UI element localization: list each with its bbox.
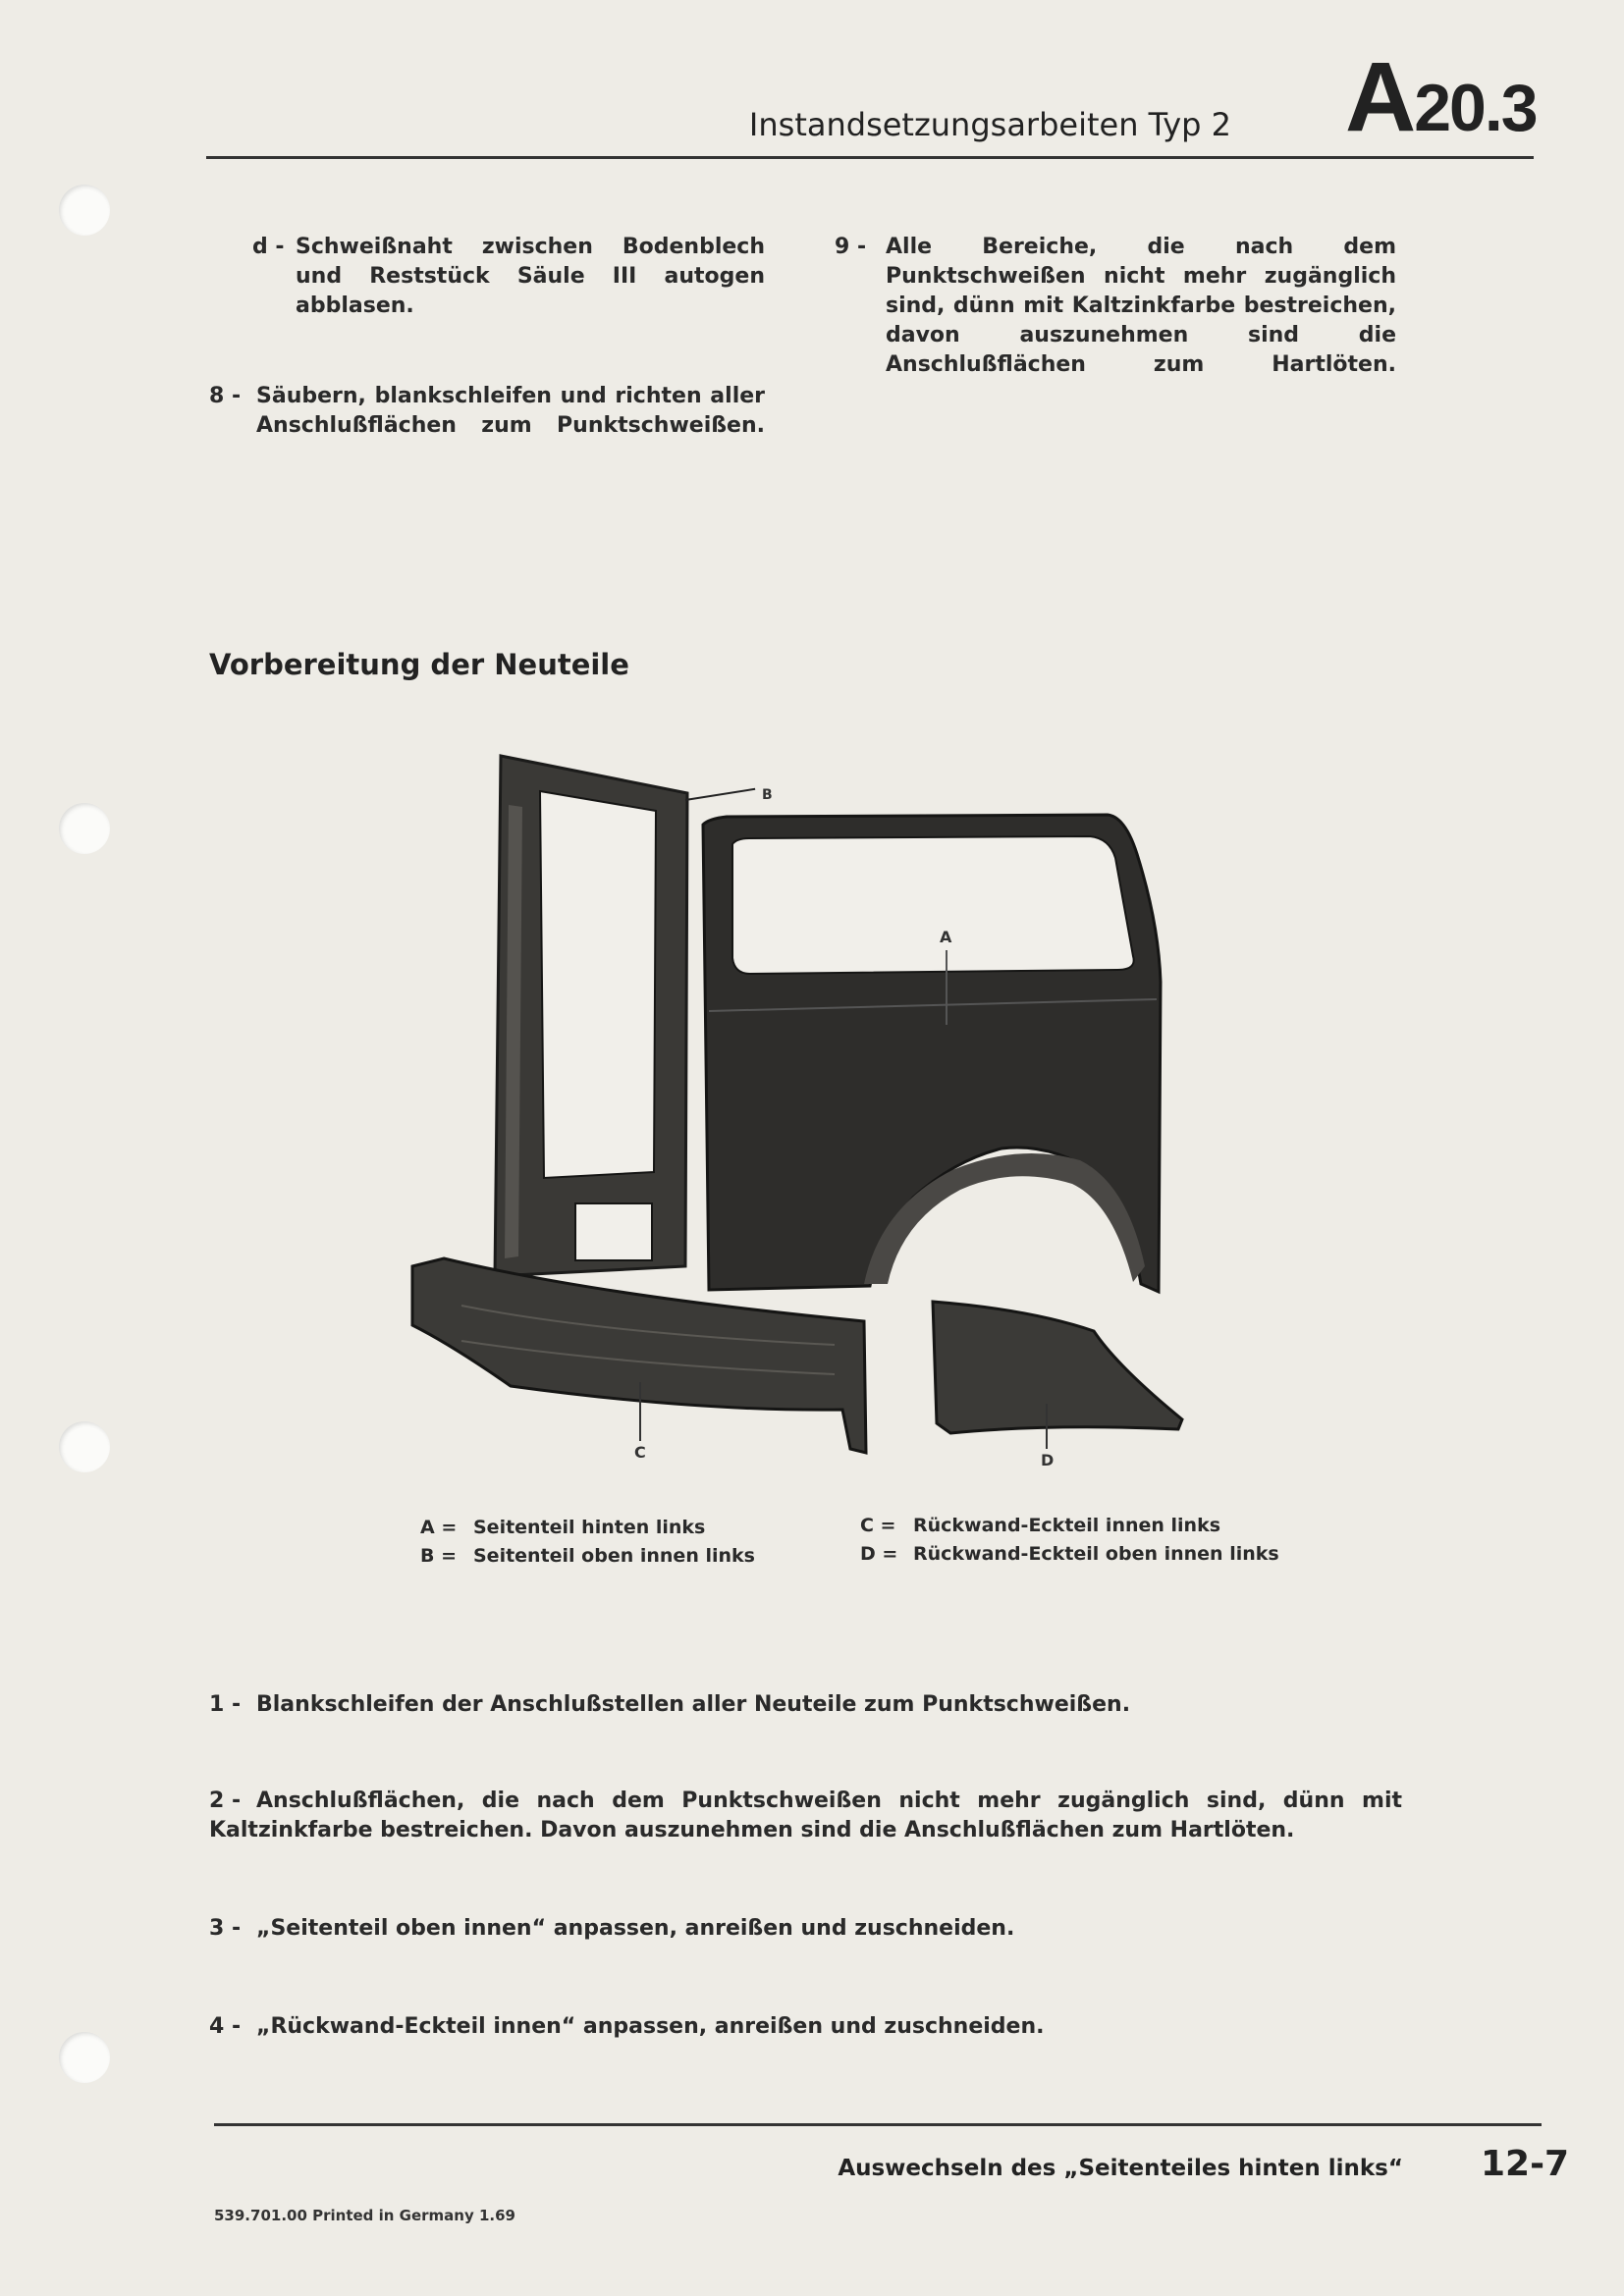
step-text: Schweißnaht zwischen Bodenblech und Reststück Säule III autogen abblasen. bbox=[296, 235, 765, 318]
section-code-letter: A bbox=[1345, 42, 1415, 152]
step-2 bbox=[209, 1787, 1402, 1845]
step-text: „Rückwand-Eckteil innen“ anpassen, anreißen und zuschneiden. bbox=[256, 2014, 1045, 2039]
legend-text: Rückwand-Eckteil oben innen links bbox=[913, 1543, 1279, 1565]
header-rule bbox=[206, 156, 1534, 159]
legend-item-a bbox=[420, 1514, 755, 1542]
part-b-panel bbox=[495, 756, 687, 1276]
legend-item-c bbox=[860, 1512, 1279, 1540]
legend-item-d bbox=[860, 1540, 1279, 1569]
step-text: Anschlußflächen, die nach dem Punktschweißen nicht mehr zugänglich sind, dünn mit Kaltzinkfarbe bestreichen. Davon auszunehmen sind die Anschlußflächen zum Hartlöten. bbox=[209, 1789, 1402, 1842]
step-text: Säubern, blankschleifen und richten aller Anschlußflächen zum Punktschweißen. bbox=[256, 384, 765, 438]
header-title: Instandsetzungsarbeiten Typ 2 bbox=[748, 106, 1231, 143]
punch-hole bbox=[59, 1421, 110, 1472]
legend-text: Seitenteil oben innen links bbox=[473, 1545, 755, 1567]
step-text: Blankschleifen der Anschlußstellen aller Neuteile zum Punktschweißen. bbox=[256, 1692, 1131, 1717]
step-text: „Seitenteil oben innen“ anpassen, anreißen und zuschneiden. bbox=[256, 1916, 1015, 1941]
section-code-number: 20.3 bbox=[1414, 71, 1537, 145]
legend-key: B = bbox=[420, 1545, 458, 1567]
step-number: 8 - bbox=[209, 384, 242, 408]
legend-key: A = bbox=[420, 1517, 458, 1538]
punch-hole bbox=[59, 803, 110, 854]
step-3 bbox=[209, 1914, 1407, 1944]
section-code bbox=[1345, 41, 1537, 154]
step-number: d - bbox=[252, 235, 285, 259]
step-number: 1 - bbox=[209, 1692, 242, 1717]
footer-rule bbox=[214, 2123, 1542, 2126]
step-number: 2 - bbox=[209, 1789, 242, 1813]
callout-c-label: C bbox=[634, 1443, 646, 1462]
punch-hole bbox=[59, 185, 110, 236]
legend-item-b bbox=[420, 1542, 755, 1571]
legend-text: Seitenteil hinten links bbox=[473, 1517, 706, 1538]
step-text: Alle Bereiche, die nach dem Punktschweißen nicht mehr zugänglich sind, dünn mit Kaltzinkfarbe bestreichen, davon auszunehmen sind die Anschlußflächen zum Hartlöten. bbox=[886, 235, 1396, 377]
legend-right bbox=[860, 1512, 1279, 1569]
callout-a-leader bbox=[946, 950, 947, 1025]
print-line: 539.701.00 Printed in Germany 1.69 bbox=[214, 2207, 515, 2224]
callout-d-label: D bbox=[1041, 1451, 1055, 1469]
parts-photo bbox=[403, 746, 1208, 1472]
step-d bbox=[209, 233, 765, 321]
step-4 bbox=[209, 2012, 1407, 2042]
part-a-panel bbox=[703, 815, 1161, 1292]
callout-c-leader bbox=[639, 1382, 641, 1441]
step-number: 3 - bbox=[209, 1916, 242, 1941]
legend-key: D = bbox=[860, 1543, 898, 1565]
legend-text: Rückwand-Eckteil innen links bbox=[913, 1515, 1221, 1536]
step-number: 4 - bbox=[209, 2014, 242, 2039]
page-number: 12-7 bbox=[1481, 2144, 1570, 2184]
part-d-panel bbox=[933, 1302, 1182, 1433]
punch-hole bbox=[59, 2032, 110, 2083]
step-number: 9 - bbox=[835, 235, 867, 259]
step-1 bbox=[209, 1690, 1407, 1720]
step-8 bbox=[209, 382, 765, 441]
footer-title: Auswechseln des „Seitenteiles hinten links“ bbox=[838, 2156, 1403, 2181]
callout-b-label: B bbox=[762, 787, 773, 803]
left-column bbox=[209, 233, 765, 441]
callout-a-label: A bbox=[940, 928, 952, 946]
section-title: Vorbereitung der Neuteile bbox=[209, 648, 629, 681]
right-column bbox=[835, 233, 1396, 380]
callout-d-leader bbox=[1046, 1404, 1048, 1449]
step-9 bbox=[835, 233, 1396, 380]
legend-left bbox=[420, 1514, 755, 1571]
legend-key: C = bbox=[860, 1515, 896, 1536]
